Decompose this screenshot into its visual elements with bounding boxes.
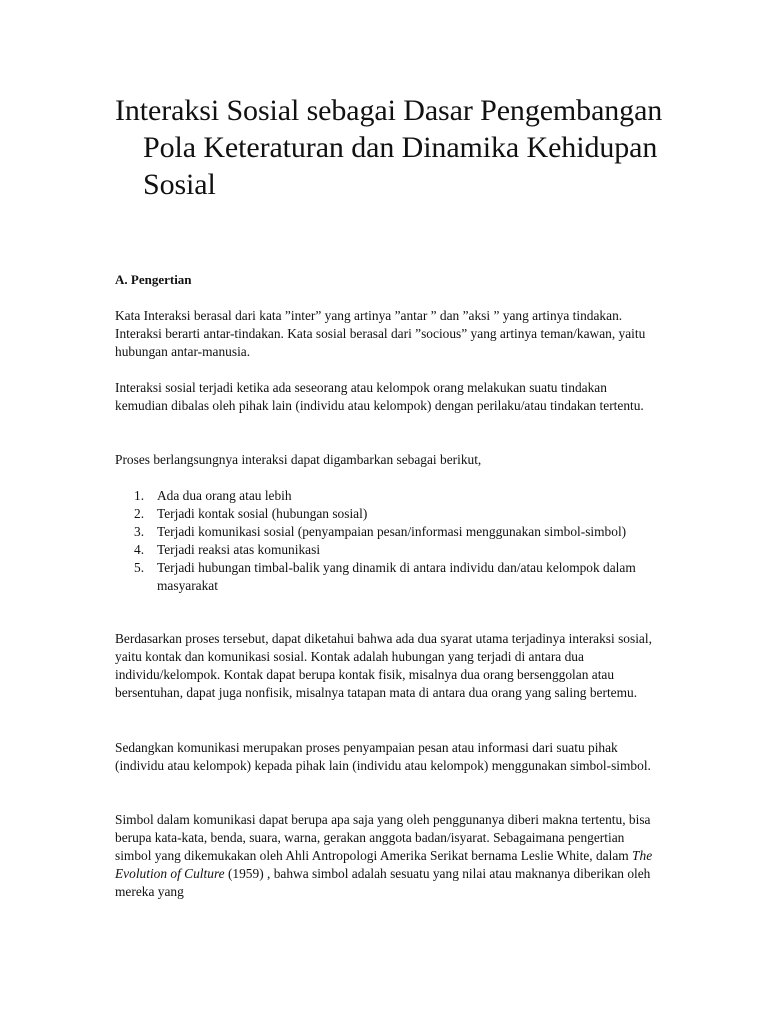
list-item-text: Terjadi kontak sosial (hubungan sosial) bbox=[157, 506, 368, 521]
section-heading: A. Pengertian bbox=[115, 272, 192, 287]
list-item-number: 5. bbox=[134, 560, 145, 575]
list-item-text: Terjadi hubungan timbal-balik yang dinamik di antara individu dan/atau kelompok dalam masyarakat bbox=[157, 560, 636, 593]
list-item-text: Terjadi komunikasi sosial (penyampaian pesan/informasi menggunakan simbol-simbol) bbox=[157, 524, 627, 539]
list-item-text: Terjadi reaksi atas komunikasi bbox=[157, 542, 321, 557]
list-item bbox=[115, 487, 660, 505]
process-list bbox=[115, 487, 660, 595]
paragraph-symbol bbox=[115, 811, 660, 901]
list-item bbox=[115, 541, 660, 559]
list-item bbox=[115, 523, 660, 541]
list-item-number: 3. bbox=[134, 524, 145, 539]
book-title: The Evolution of Culture bbox=[115, 848, 653, 881]
document-title: Interaksi Sosial sebagai Dasar Pengembangan Pola Keteraturan dan Dinamika Kehidupan Sosial bbox=[115, 94, 663, 201]
paragraph-definition: Kata Interaksi berasal dari kata ”inter” yang artinya ”antar ” dan ”aksi ” yang artinya tindakan. Interaksi berarti antar-tindakan. Kata sosial berasal dari ”socious” yang artinya teman/kawan, yaitu hubungan antar-manusia. bbox=[115, 308, 646, 359]
list-item-number: 2. bbox=[134, 506, 145, 521]
list-item-number: 1. bbox=[134, 488, 145, 503]
symbol-text-start: Simbol dalam komunikasi dapat berupa apa saja yang oleh penggunanya diberi makna tertentu, bisa berupa kata-kata, benda, suara, warna, gerakan anggota badan/isyarat. Sebagaimana pengertian simbol yang dikemukakan oleh Ahli Antropologi Amerika Serikat bernama Leslie White, dalam bbox=[115, 812, 651, 863]
list-item bbox=[115, 505, 660, 523]
symbol-text-end: (1959) , bahwa simbol adalah sesuatu yang nilai atau maknanya diberikan oleh mereka yang bbox=[115, 866, 651, 899]
paragraph-process-intro: Proses berlangsungnya interaksi dapat digambarkan sebagai berikut, bbox=[115, 452, 482, 467]
list-item-text: Ada dua orang atau lebih bbox=[157, 488, 292, 503]
list-item bbox=[115, 559, 660, 595]
list-item-number: 4. bbox=[134, 542, 145, 557]
paragraph-communication: Sedangkan komunikasi merupakan proses penyampaian pesan atau informasi dari suatu pihak (individu atau kelompok) kepada pihak lain (individu atau kelompok) menggunakan simbol-simbol. bbox=[115, 740, 651, 773]
paragraph-interaction: Interaksi sosial terjadi ketika ada seseorang atau kelompok orang melakukan suatu tindakan kemudian dibalas oleh pihak lain (individu atau kelompok) dengan perilaku/atau tindakan tertentu. bbox=[115, 380, 644, 413]
paragraph-requirements: Berdasarkan proses tersebut, dapat diketahui bahwa ada dua syarat utama terjadinya interaksi sosial, yaitu kontak dan komunikasi sosial. Kontak adalah hubungan yang terjadi di antara dua individu/kelompok. Kontak dapat berupa kontak fisik, misalnya dua orang bersenggolan atau bersentuhan, dapat juga nonfisik, misalnya tatapan mata di antara dua orang yang saling bertemu. bbox=[115, 631, 652, 700]
